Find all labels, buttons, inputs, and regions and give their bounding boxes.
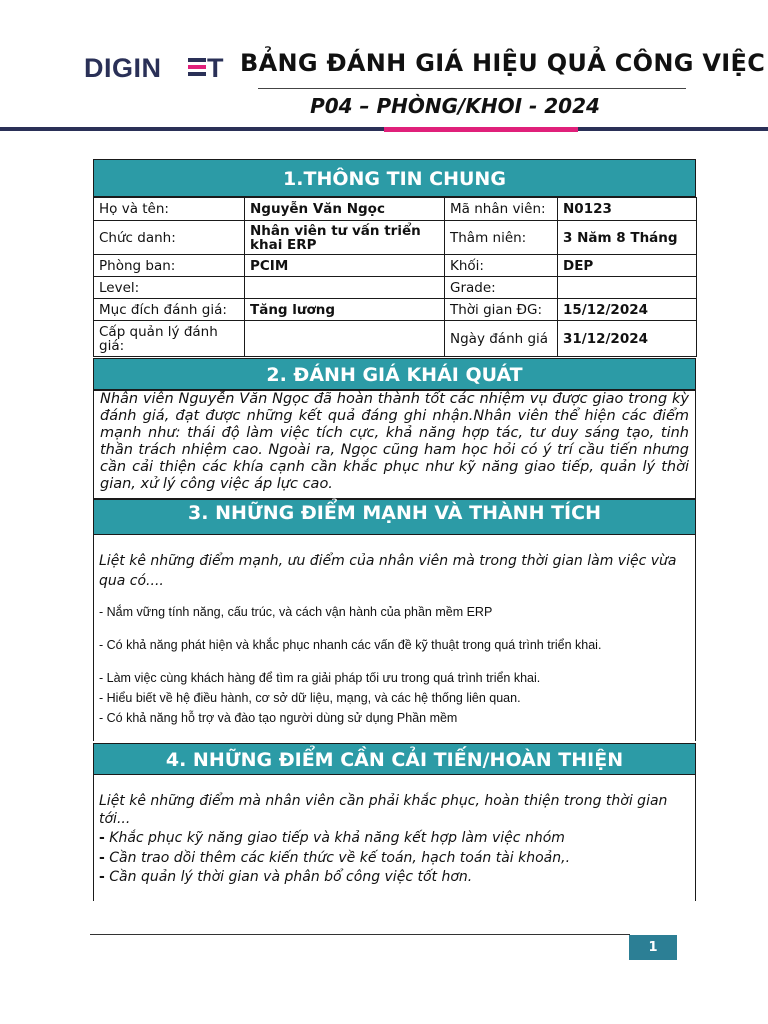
value-position[interactable]: Nhân viên tư vấn triển khai ERP	[245, 221, 445, 255]
value-employee-id[interactable]: N0123	[558, 198, 697, 221]
overall-review-text[interactable]: Nhân viên Nguyễn Văn Ngọc đã hoàn thành tốt các nhiệm vụ được giao trong kỳ đánh giá, đạt được những kết quả đáng ghi nhận.Nhân viên thể hiện các điểm mạnh như: thái độ làm việc tích cực, khả năng hợp tác, tư duy sáng tạo, tinh thần trách nhiệm cao. Ngoài ra, Ngọc cũng ham học hỏi có ý trí cầu tiến nhưng cần cải thiện các khía cạnh cần khắc phục như kỹ năng giao tiếp, quản lý thời gian, xử lý công việc áp lực cao.	[93, 390, 696, 499]
section-general-info-heading: 1.THÔNG TIN CHUNG	[93, 159, 696, 197]
footer-line	[90, 934, 630, 935]
value-reviewing-manager[interactable]	[245, 321, 445, 357]
improvement-text: Cần trao dồi thêm các kiến thức về kế toán, hạch toán tài khoản,.	[104, 850, 571, 866]
strength-item: - Nắm vững tính năng, cấu trúc, và cách vận hành của phần mềm ERP	[99, 605, 493, 619]
general-info-table	[93, 197, 697, 357]
label-review-purpose: Mục đích đánh giá:	[94, 299, 245, 321]
strength-item: - Có khả năng phát hiện và khắc phục nhanh các vấn đề kỹ thuật trong quá trình triển khai.	[99, 638, 602, 652]
improvements-intro: Liệt kê những điểm mà nhân viên cần phải khắc phục, hoàn thiện trong thời gian tới...	[99, 793, 668, 827]
strengths-intro: Liệt kê những điểm mạnh, ưu điểm của nhân viên mà trong thời gian làm việc vừa qua có....	[99, 553, 677, 589]
info-row-purpose	[94, 299, 697, 321]
label-position: Chức danh:	[94, 221, 245, 255]
header-band-pink	[384, 127, 578, 132]
value-review-purpose[interactable]: Tăng lương	[245, 299, 445, 321]
label-review-date: Ngày đánh giá	[445, 321, 558, 357]
improvement-text: Khắc phục kỹ năng giao tiếp và khả năng kết hợp làm việc nhóm	[104, 830, 565, 846]
svg-text:DIGIN: DIGIN	[84, 53, 162, 82]
value-department[interactable]: PCIM	[245, 255, 445, 277]
section-strengths-heading: 3. NHỮNG ĐIỂM MẠNH VÀ THÀNH TÍCH	[93, 499, 696, 535]
improvement-item	[99, 829, 689, 847]
value-full-name[interactable]: Nguyễn Văn Ngọc	[245, 198, 445, 221]
label-grade: Grade:	[445, 277, 558, 299]
value-seniority[interactable]: 3 Năm 8 Tháng	[558, 221, 697, 255]
item-dash: -	[99, 830, 105, 846]
label-department: Phòng ban:	[94, 255, 245, 277]
svg-text:T: T	[207, 53, 224, 82]
info-row-position	[94, 221, 697, 255]
value-grade[interactable]	[558, 277, 697, 299]
label-division: Khối:	[445, 255, 558, 277]
label-review-period: Thời gian ĐG:	[445, 299, 558, 321]
info-row-manager	[94, 321, 697, 357]
info-row-department	[94, 255, 697, 277]
improvement-item	[99, 868, 689, 886]
value-review-date[interactable]: 31/12/2024	[558, 321, 697, 357]
value-level[interactable]	[245, 277, 445, 299]
page-number: 1	[629, 935, 677, 960]
label-seniority: Thâm niên:	[445, 221, 558, 255]
value-division[interactable]: DEP	[558, 255, 697, 277]
item-dash: -	[99, 850, 105, 866]
label-employee-id: Mã nhân viên:	[445, 198, 558, 221]
diginet-logo	[84, 52, 240, 82]
improvement-text: Cần quản lý thời gian và phân bổ công việc tốt hơn.	[104, 869, 473, 885]
info-row-name	[94, 198, 697, 221]
title-underline	[258, 88, 686, 89]
label-level: Level:	[94, 277, 245, 299]
section-overall-review-heading: 2. ĐÁNH GIÁ KHÁI QUÁT	[93, 358, 696, 390]
value-review-period[interactable]: 15/12/2024	[558, 299, 697, 321]
document-title: BẢNG ĐÁNH GIÁ HIỆU QUẢ CÔNG VIỆC	[240, 49, 766, 77]
strength-item: - Làm việc cùng khách hàng để tìm ra giải pháp tối ưu trong quá trình triển khai.	[99, 671, 541, 685]
label-full-name: Họ và tên:	[94, 198, 245, 221]
label-reviewing-manager: Cấp quản lý đánh giá:	[94, 321, 245, 357]
document-subtitle: P04 – PHÒNG/KHOI - 2024	[310, 94, 600, 118]
improvement-item	[99, 849, 689, 867]
strength-item: - Hiểu biết về hệ điều hành, cơ sở dữ liệu, mạng, và các hệ thống liên quan.	[99, 691, 521, 705]
info-row-level	[94, 277, 697, 299]
item-dash: -	[99, 869, 105, 885]
strength-item: - Có khả năng hỗ trợ và đào tạo người dùng sử dụng Phần mềm	[99, 711, 458, 725]
section-improvements-heading: 4. NHỮNG ĐIỂM CẦN CẢI TIẾN/HOÀN THIỆN	[93, 743, 696, 775]
